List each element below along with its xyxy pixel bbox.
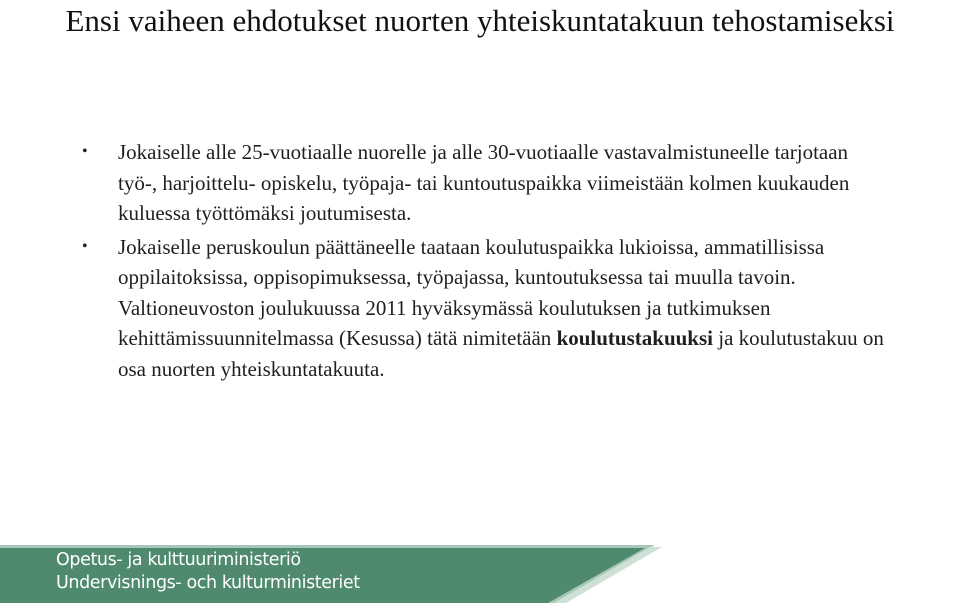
bullet-mark: • [82, 237, 88, 255]
ministry-name-finnish: Opetus- ja kulttuuriministeriö [56, 550, 301, 570]
bullet-item-1 [82, 137, 892, 229]
ministry-name-swedish: Undervisnings- och kulturministeriet [56, 573, 360, 593]
bullet-list [82, 137, 892, 387]
bullet-mark: • [82, 143, 88, 160]
bullet-text: Jokaiselle alle 25-vuotiaalle nuorelle ja alle 30-vuotiaalle vastavalmistuneelle tarjotaan työ-, harjoittelu- opiskelu, työpaja- tai kuntoutuspaikka viimeistään kolmen kuukauden kuluessa työttömäksi joutumisesta. [118, 140, 850, 225]
bullet-item-2 [82, 232, 892, 385]
slide-title: Ensi vaiheen ehdotukset nuorten yhteiskuntatakuun tehostamiseksi [65, 3, 895, 38]
bullet-text-part-2: ja koulutustakuu on osa nuorten yhteiskuntatakuuta. [118, 326, 884, 381]
ministry-logo-text [56, 549, 360, 595]
bullet-text-bold-term: koulutustakuuksi [556, 326, 713, 350]
bullet-text-part-1: Jokaiselle peruskoulun päättäneelle taataan koulutuspaikka lukioissa, ammatillisissa oppilaitoksissa, oppisopimuksessa, työpajassa, kuntoutuksessa tai muulla tavoin. Valtioneuvoston joulukuussa 2011 hyväksymässä koulutuksen ja tutkimuksen kehittämissuunnitelmassa (Kesussa) tätä nimitetään [118, 234, 825, 350]
